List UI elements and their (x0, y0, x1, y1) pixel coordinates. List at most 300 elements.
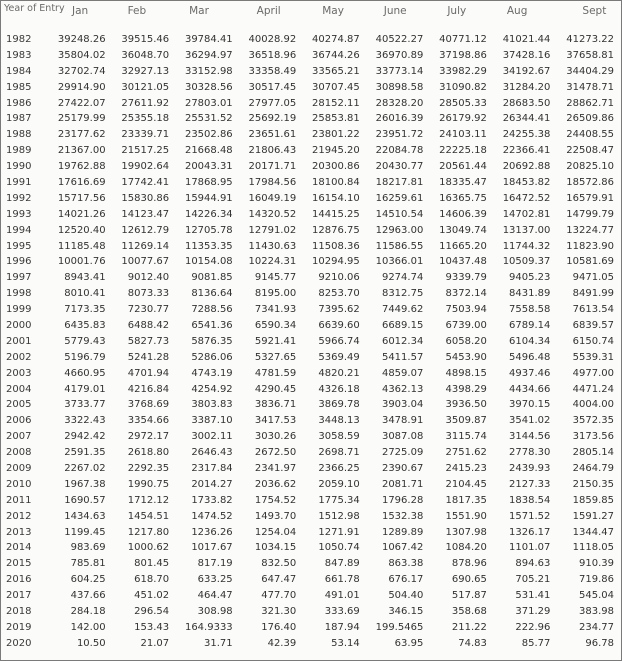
table-row (2, 286, 618, 302)
value-cell: 2698.71 (318, 447, 360, 459)
value-cell: 26344.41 (502, 113, 551, 125)
table-row (2, 556, 618, 572)
value-cell: 7173.35 (64, 304, 106, 316)
value-cell: 27611.92 (121, 97, 170, 109)
value-cell: 491.01 (324, 590, 360, 602)
value-cell: 531.41 (515, 590, 551, 602)
value-cell: 19902.64 (121, 161, 170, 173)
table-row (2, 302, 618, 318)
value-cell: 26016.39 (375, 113, 424, 125)
value-cell: 16049.19 (248, 192, 297, 204)
year-cell: 1994 (6, 224, 32, 236)
value-cell: 5411.57 (381, 351, 424, 363)
value-cell: 647.47 (261, 574, 297, 586)
value-cell: 3509.87 (445, 415, 487, 427)
value-cell: 817.19 (197, 558, 233, 570)
table-row (2, 397, 618, 413)
value-cell: 3115.74 (445, 431, 487, 443)
value-cell: 27422.07 (57, 97, 106, 109)
table-row (2, 96, 618, 112)
year-cell: 1989 (6, 145, 32, 157)
value-cell: 333.69 (324, 606, 360, 617)
year-cell: 2003 (6, 367, 32, 379)
value-cell: 11744.32 (502, 240, 551, 252)
value-cell: 39515.46 (121, 33, 170, 45)
value-cell: 1712.12 (127, 494, 170, 506)
value-cell: 2751.62 (445, 447, 487, 459)
value-cell: 36744.26 (312, 49, 360, 61)
table-row (2, 223, 618, 239)
value-cell: 3970.15 (509, 399, 551, 411)
value-cell: 3733.77 (64, 399, 106, 411)
value-cell: 1118.05 (572, 542, 614, 554)
value-cell: 31090.82 (439, 81, 487, 93)
value-cell: 41021.44 (502, 33, 551, 45)
value-cell: 10.50 (76, 637, 106, 649)
value-cell: 142.00 (70, 621, 106, 633)
year-cell: 2006 (6, 415, 32, 427)
value-cell: 20692.88 (502, 161, 551, 173)
value-cell: 358.68 (451, 606, 487, 617)
value-cell: 618.70 (134, 574, 170, 586)
value-cell: 1084.20 (445, 542, 487, 554)
value-cell: 2390.67 (381, 462, 424, 474)
value-cell: 383.98 (579, 606, 614, 617)
table-row (2, 493, 618, 509)
value-cell: 5286.06 (191, 351, 233, 363)
value-cell: 12612.79 (121, 224, 170, 236)
table-row (2, 175, 618, 191)
value-cell: 321.30 (261, 606, 297, 617)
value-cell: 15830.86 (121, 192, 170, 204)
value-cell: 1591.27 (572, 510, 614, 522)
table-row (2, 143, 618, 159)
value-cell: 20561.44 (439, 161, 487, 173)
value-cell: 2036.62 (254, 478, 297, 490)
value-cell: 21945.20 (312, 145, 360, 157)
value-cell: 199.5465 (375, 621, 424, 633)
value-cell: 10294.95 (312, 256, 360, 268)
table-row (2, 445, 618, 461)
value-cell: 6839.57 (572, 319, 614, 331)
value-cell: 910.39 (579, 558, 614, 570)
value-cell: 3058.59 (318, 431, 360, 443)
value-cell: 13137.00 (502, 224, 551, 236)
value-cell: 23339.71 (121, 129, 170, 141)
value-cell: 1000.62 (127, 542, 170, 554)
value-cell: 20043.31 (184, 161, 233, 173)
value-cell: 20825.10 (566, 161, 614, 173)
year-cell: 1992 (6, 192, 32, 204)
year-cell: 1983 (6, 49, 32, 61)
value-cell: 1034.15 (254, 542, 297, 554)
value-cell: 3417.53 (254, 415, 297, 427)
table-row (2, 159, 618, 175)
value-cell: 12705.78 (184, 224, 233, 236)
value-cell: 1838.54 (509, 494, 551, 506)
value-cell: 504.40 (388, 590, 424, 602)
table-row (2, 207, 618, 223)
table-row (2, 80, 618, 96)
value-cell: 5369.49 (318, 351, 360, 363)
value-cell: 33773.14 (375, 65, 424, 77)
value-cell: 633.25 (197, 574, 233, 586)
year-cell: 2005 (6, 399, 32, 411)
year-cell: 2001 (6, 335, 32, 347)
value-cell: 2464.79 (572, 462, 614, 474)
value-cell: 2415.23 (445, 462, 487, 474)
value-cell: 1733.82 (191, 494, 233, 506)
value-cell: 2805.14 (572, 447, 614, 459)
value-cell: 6541.36 (191, 319, 233, 331)
table-row (2, 509, 618, 525)
year-cell: 2016 (6, 574, 32, 586)
value-cell: 4216.84 (127, 383, 170, 395)
value-cell: 31284.20 (502, 81, 551, 93)
value-cell: 222.96 (515, 621, 551, 633)
value-cell: 4660.95 (64, 367, 106, 379)
value-cell: 3087.08 (381, 431, 424, 443)
year-cell: 2007 (6, 431, 32, 443)
value-cell: 2292.35 (127, 462, 170, 474)
value-cell: 785.81 (70, 558, 106, 570)
header-july: July (447, 5, 467, 17)
value-cell: 296.54 (134, 606, 170, 617)
value-cell: 2150.35 (572, 478, 614, 490)
value-cell: 5966.74 (318, 335, 360, 347)
value-cell: 31478.71 (566, 81, 614, 93)
value-cell: 8253.70 (318, 288, 360, 300)
year-cell: 2017 (6, 590, 32, 602)
table-row (2, 270, 618, 286)
header-mar: Mar (189, 5, 209, 17)
value-cell: 8073.33 (127, 288, 170, 300)
value-cell: 21806.43 (248, 145, 297, 157)
value-cell: 33358.49 (248, 65, 297, 77)
table-row (2, 572, 618, 588)
value-cell: 11430.63 (248, 240, 297, 252)
value-cell: 308.98 (197, 606, 233, 617)
value-cell: 8010.41 (64, 288, 106, 300)
year-cell: 1985 (6, 81, 32, 93)
table-row (2, 64, 618, 80)
value-cell: 6058.20 (445, 335, 487, 347)
year-cell: 1987 (6, 113, 32, 125)
value-cell: 10581.69 (566, 256, 614, 268)
value-cell: 4820.21 (318, 367, 360, 379)
value-cell: 12876.75 (312, 224, 360, 236)
value-cell: 9471.05 (572, 272, 614, 284)
value-cell: 7613.54 (572, 304, 614, 316)
year-cell: 2008 (6, 447, 32, 459)
value-cell: 20430.77 (375, 161, 424, 173)
table-row (2, 477, 618, 493)
value-cell: 2439.93 (509, 462, 551, 474)
value-cell: 10001.76 (57, 256, 106, 268)
value-cell: 20300.86 (312, 161, 360, 173)
value-cell: 23177.62 (57, 129, 106, 141)
value-cell: 2366.25 (318, 462, 360, 474)
value-cell: 801.45 (134, 558, 170, 570)
value-cell: 24103.11 (439, 129, 487, 141)
value-cell: 1217.80 (127, 526, 170, 538)
value-cell: 1289.89 (381, 526, 424, 538)
year-cell: 2019 (6, 621, 32, 633)
value-cell: 17616.69 (57, 176, 106, 188)
table-row (2, 604, 618, 620)
value-cell: 7558.58 (509, 304, 551, 316)
value-cell: 25692.19 (248, 113, 297, 125)
table-row (2, 48, 618, 64)
value-cell: 3387.10 (191, 415, 233, 427)
table-row (2, 318, 618, 334)
value-cell: 1017.67 (191, 542, 233, 554)
value-cell: 3768.69 (127, 399, 170, 411)
value-cell: 211.22 (451, 621, 487, 633)
value-cell: 1512.98 (318, 510, 360, 522)
value-cell: 14799.79 (566, 208, 614, 220)
value-cell: 604.25 (70, 574, 106, 586)
value-cell: 36518.96 (248, 49, 297, 61)
value-cell: 16472.52 (502, 192, 551, 204)
value-cell: 3030.26 (254, 431, 297, 443)
value-cell: 5241.28 (127, 351, 170, 363)
value-cell: 1551.90 (445, 510, 487, 522)
value-cell: 1271.91 (318, 526, 360, 538)
value-cell: 18100.84 (312, 176, 360, 188)
value-cell: 11269.14 (121, 240, 170, 252)
value-cell: 18572.86 (566, 176, 614, 188)
value-cell: 30898.58 (375, 81, 424, 93)
value-cell: 1454.51 (127, 510, 170, 522)
value-cell: 22366.41 (502, 145, 551, 157)
value-cell: 30517.45 (248, 81, 297, 93)
value-cell: 690.65 (451, 574, 487, 586)
value-cell: 5539.31 (572, 351, 614, 363)
value-cell: 14226.34 (184, 208, 233, 220)
value-cell: 3803.83 (191, 399, 233, 411)
year-cell: 1995 (6, 240, 32, 252)
value-cell: 15717.56 (57, 192, 106, 204)
year-cell: 2014 (6, 542, 32, 554)
value-cell: 29914.90 (57, 81, 106, 93)
value-cell: 35804.02 (57, 49, 106, 61)
value-cell: 3173.56 (572, 431, 614, 443)
value-cell: 894.63 (515, 558, 551, 570)
value-cell: 7341.93 (254, 304, 297, 316)
value-cell: 16579.91 (566, 192, 614, 204)
value-cell: 30328.56 (184, 81, 233, 93)
value-cell: 18453.82 (502, 176, 551, 188)
value-cell: 17868.95 (184, 176, 233, 188)
value-cell: 14415.25 (312, 208, 360, 220)
year-cell: 2020 (6, 637, 32, 649)
value-cell: 1859.85 (572, 494, 614, 506)
value-cell: 1434.63 (64, 510, 106, 522)
value-cell: 39248.26 (57, 33, 106, 45)
value-cell: 3144.56 (509, 431, 551, 443)
value-cell: 28328.20 (375, 97, 424, 109)
table-row (2, 413, 618, 429)
header-april: April (256, 5, 281, 17)
value-cell: 16259.61 (375, 192, 424, 204)
value-cell: 37198.86 (439, 49, 487, 61)
value-cell: 24255.38 (502, 129, 551, 141)
value-cell: 28152.11 (312, 97, 360, 109)
value-cell: 11185.48 (57, 240, 106, 252)
value-cell: 2317.84 (191, 462, 233, 474)
value-cell: 3478.91 (381, 415, 424, 427)
value-cell: 863.38 (388, 558, 424, 570)
value-cell: 27977.05 (248, 97, 297, 109)
value-cell: 34404.29 (566, 65, 614, 77)
value-cell: 30121.05 (121, 81, 170, 93)
value-cell: 3448.13 (318, 415, 360, 427)
value-cell: 4781.59 (254, 367, 297, 379)
value-cell: 85.77 (521, 637, 551, 649)
value-cell: 1817.35 (445, 494, 487, 506)
value-cell: 18217.81 (375, 176, 424, 188)
value-cell: 477.70 (261, 590, 297, 602)
year-cell: 2015 (6, 558, 32, 570)
year-cell: 1993 (6, 208, 32, 220)
value-cell: 1754.52 (254, 494, 297, 506)
value-cell: 10154.08 (184, 256, 233, 268)
year-cell: 1990 (6, 161, 32, 173)
value-cell: 451.02 (134, 590, 170, 602)
year-cell: 2004 (6, 383, 32, 395)
value-cell: 2267.02 (64, 462, 106, 474)
value-cell: 36048.70 (121, 49, 170, 61)
value-cell: 2127.33 (509, 478, 551, 490)
value-cell: 4398.29 (445, 383, 487, 395)
value-cell: 545.04 (579, 590, 614, 602)
value-cell: 878.96 (451, 558, 487, 570)
value-cell: 1101.07 (509, 542, 551, 554)
value-cell: 11665.20 (439, 240, 487, 252)
table-row (2, 588, 618, 604)
value-cell: 37428.16 (502, 49, 551, 61)
value-cell: 847.89 (324, 558, 360, 570)
value-cell: 33152.98 (184, 65, 233, 77)
value-cell: 4977.00 (572, 367, 614, 379)
value-cell: 21668.48 (184, 145, 233, 157)
value-cell: 719.86 (579, 574, 614, 586)
value-cell: 41273.22 (566, 33, 614, 45)
value-cell: 32927.13 (121, 65, 170, 77)
value-cell: 3354.66 (127, 415, 170, 427)
value-cell: 10437.48 (439, 256, 487, 268)
year-cell: 2010 (6, 478, 32, 490)
value-cell: 74.83 (458, 637, 487, 649)
value-cell: 14123.47 (121, 208, 170, 220)
value-cell: 1254.04 (254, 526, 297, 538)
value-cell: 4701.94 (127, 367, 170, 379)
value-cell: 4937.46 (509, 367, 551, 379)
value-cell: 1990.75 (127, 478, 170, 490)
year-cell: 2000 (6, 319, 32, 331)
value-cell: 2059.10 (318, 478, 360, 490)
value-cell: 2972.17 (127, 431, 170, 443)
value-cell: 4434.66 (509, 383, 551, 395)
value-cell: 1050.74 (318, 542, 360, 554)
year-cell: 1982 (6, 33, 32, 45)
value-cell: 6590.34 (254, 319, 297, 331)
value-cell: 53.14 (331, 637, 360, 649)
value-cell: 17984.56 (248, 176, 297, 188)
value-cell: 30707.45 (312, 81, 360, 93)
year-cell: 1996 (6, 256, 32, 268)
year-cell: 1999 (6, 304, 32, 316)
value-cell: 371.29 (515, 606, 551, 617)
value-cell: 1690.57 (64, 494, 106, 506)
value-cell: 4290.45 (254, 383, 297, 395)
value-cell: 832.50 (261, 558, 297, 570)
value-cell: 9145.77 (254, 272, 297, 284)
value-cell: 187.94 (324, 621, 360, 633)
value-cell: 176.40 (261, 621, 297, 633)
value-cell: 24408.55 (566, 129, 614, 141)
header-row (2, 2, 618, 32)
value-cell: 23951.72 (375, 129, 424, 141)
value-cell: 9274.74 (381, 272, 424, 284)
table-row (2, 461, 618, 477)
value-cell: 661.78 (324, 574, 360, 586)
value-cell: 4004.00 (572, 399, 614, 411)
value-cell: 1493.70 (254, 510, 297, 522)
value-cell: 5779.43 (64, 335, 106, 347)
table-row (2, 636, 618, 652)
value-cell: 32702.74 (57, 65, 106, 77)
table-row (2, 525, 618, 541)
value-cell: 1199.45 (64, 526, 106, 538)
header-may: May (322, 5, 344, 17)
value-cell: 4898.15 (445, 367, 487, 379)
value-cell: 1344.47 (572, 526, 614, 538)
value-cell: 1775.34 (318, 494, 360, 506)
value-cell: 517.87 (451, 590, 487, 602)
value-cell: 4254.92 (191, 383, 233, 395)
table-row (2, 382, 618, 398)
value-cell: 1307.98 (445, 526, 487, 538)
value-cell: 23502.86 (184, 129, 233, 141)
value-cell: 25853.81 (312, 113, 360, 125)
value-cell: 1067.42 (381, 542, 424, 554)
table-row (2, 32, 618, 48)
value-cell: 25355.18 (121, 113, 170, 125)
value-cell: 1236.26 (191, 526, 233, 538)
value-cell: 6639.60 (318, 319, 360, 331)
value-cell: 2725.09 (381, 447, 424, 459)
value-cell: 1474.52 (191, 510, 233, 522)
value-cell: 9012.40 (127, 272, 170, 284)
year-cell: 2002 (6, 351, 32, 363)
value-cell: 25531.52 (184, 113, 233, 125)
value-cell: 40522.27 (375, 33, 424, 45)
value-cell: 6488.42 (127, 319, 170, 331)
value-cell: 25179.99 (57, 113, 106, 125)
value-cell: 5196.79 (64, 351, 106, 363)
value-cell: 14021.26 (57, 208, 106, 220)
value-cell: 983.69 (70, 542, 106, 554)
value-cell: 164.9333 (184, 621, 233, 633)
table-row (2, 334, 618, 350)
value-cell: 1796.28 (381, 494, 424, 506)
value-cell: 3903.04 (381, 399, 424, 411)
value-cell: 10366.01 (375, 256, 424, 268)
value-cell: 8195.00 (254, 288, 297, 300)
value-cell: 5827.73 (127, 335, 170, 347)
